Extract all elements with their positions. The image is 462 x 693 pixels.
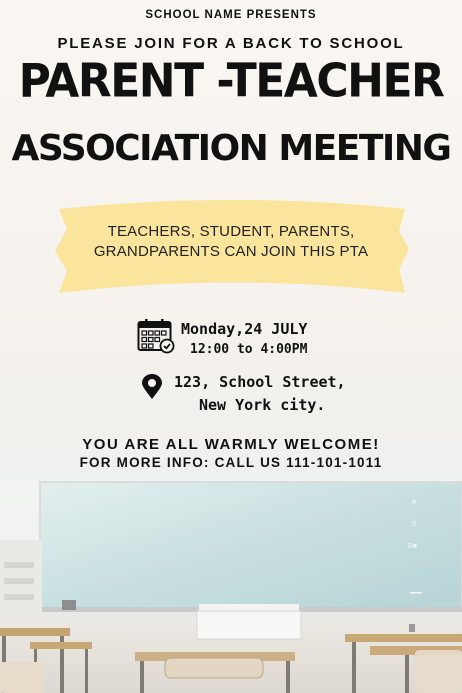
ribbon-line-1: TEACHERS, STUDENT, PARENTS, — [107, 223, 355, 240]
presenter-text: SCHOOL NAME PRESENTS — [145, 9, 317, 21]
event-time: 12:00 to 4:00PM — [190, 342, 308, 357]
ribbon-line-2: GRANDPARENTS CAN JOIN THIS PTA — [93, 243, 369, 260]
calendar-check-icon — [137, 318, 175, 354]
title-line-1: PARENT -TEACHER — [18, 54, 444, 109]
board-label-bb: B■ — [408, 543, 417, 550]
classroom-illustration — [0, 470, 462, 693]
address-line-1: 123, School Street, — [174, 373, 346, 391]
ribbon-text — [0, 222, 462, 262]
contact-info: FOR MORE INFO: CALL US 111-101-1011 — [79, 455, 383, 470]
map-pin-icon — [141, 374, 163, 400]
welcome-text: YOU ARE ALL WARMLY WELCOME! — [82, 436, 380, 453]
board-label-a: A — [412, 499, 417, 506]
title-line-2: ASSOCIATION MEETING — [11, 128, 451, 169]
board-label-b: B — [412, 521, 417, 528]
invite-text: PLEASE JOIN FOR A BACK TO SCHOOL — [57, 35, 405, 52]
address-line-2: New York city. — [199, 396, 326, 414]
event-date: Monday,24 JULY — [181, 320, 308, 338]
